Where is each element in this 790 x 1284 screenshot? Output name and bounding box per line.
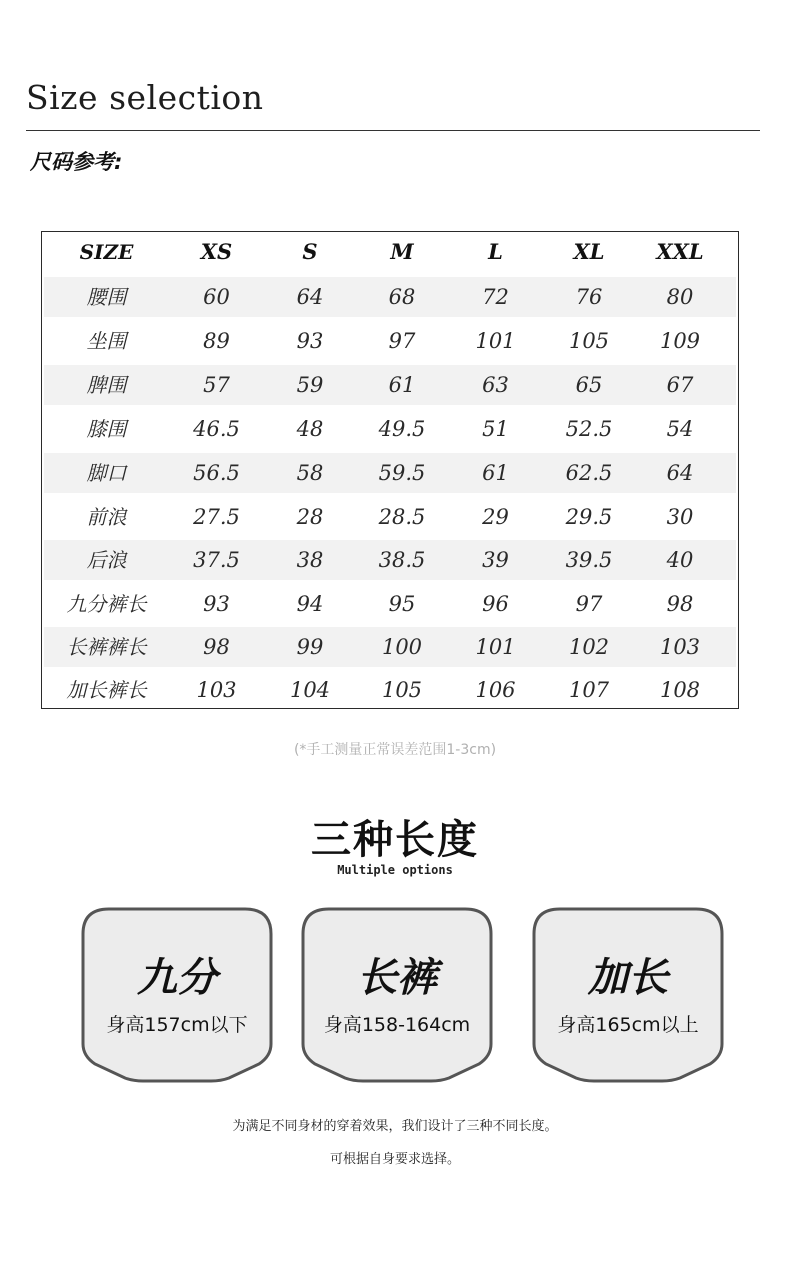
lengths-subtitle: Multiple options <box>337 863 453 877</box>
table-cell: 49.5 <box>378 417 426 441</box>
table-cell: 63 <box>482 373 509 397</box>
table-cell: 89 <box>203 329 230 353</box>
table-header-cell: L <box>488 239 503 264</box>
table-cell: 105 <box>381 678 423 702</box>
table-cell: 108 <box>659 678 701 702</box>
option-height: 身高165cm以上 <box>557 1014 699 1036</box>
option-card-extra-long <box>530 906 726 1084</box>
lengths-title: 三种长度 <box>311 817 479 863</box>
table-cell: 59.5 <box>378 461 426 485</box>
table-cell: 95 <box>388 592 416 616</box>
page-title: Size selection <box>26 78 264 117</box>
table-cell: 38.5 <box>378 548 426 572</box>
option-card-full-length <box>299 906 495 1084</box>
table-cell: 56.5 <box>193 461 240 485</box>
option-name: 长裤 <box>357 955 437 1001</box>
measurement-note: (*手工测量正常误差范围1-3cm) <box>293 742 497 758</box>
table-cell: 54 <box>666 417 694 441</box>
table-cell: 96 <box>482 592 509 616</box>
row-label: 加长裤长 <box>66 678 147 702</box>
table-header-row <box>44 232 736 272</box>
table-row <box>44 409 736 449</box>
row-label: 坐围 <box>86 329 127 353</box>
table-cell: 97 <box>575 592 603 616</box>
row-label: 九分裤长 <box>66 592 147 616</box>
table-cell: 103 <box>196 678 237 702</box>
table-cell: 27.5 <box>193 505 240 529</box>
table-cell: 99 <box>296 635 324 659</box>
row-label: 脾围 <box>86 373 127 397</box>
table-cell: 59 <box>296 373 324 397</box>
table-cell: 62.5 <box>565 461 613 485</box>
table-row <box>44 497 736 537</box>
table-cell: 109 <box>659 329 701 353</box>
option-name: 加长 <box>588 955 668 1001</box>
table-row <box>44 365 736 405</box>
table-row <box>44 321 736 361</box>
row-label: 膝围 <box>86 417 127 441</box>
table-cell: 94 <box>296 592 324 616</box>
table-cell: 60 <box>203 285 230 309</box>
option-name: 九分 <box>137 955 217 1001</box>
table-row <box>44 540 736 580</box>
table-cell: 64 <box>296 285 324 309</box>
table-header-cell: M <box>390 239 414 264</box>
table-cell: 93 <box>203 592 230 616</box>
table-cell: 57 <box>203 373 230 397</box>
table-cell: 28.5 <box>378 505 426 529</box>
table-cell: 38 <box>296 548 324 572</box>
size-reference-heading: 尺码参考: <box>30 150 123 174</box>
table-cell: 76 <box>575 285 603 309</box>
table-cell: 106 <box>475 678 516 702</box>
size-table <box>41 231 739 709</box>
table-cell: 80 <box>666 285 694 309</box>
table-cell: 104 <box>289 678 331 702</box>
table-cell: 107 <box>568 678 610 702</box>
table-cell: 51 <box>482 417 509 441</box>
table-cell: 93 <box>296 329 324 353</box>
table-cell: 48 <box>296 417 324 441</box>
table-header-cell: SIZE <box>79 240 134 264</box>
table-cell: 100 <box>381 635 423 659</box>
table-cell: 97 <box>388 329 416 353</box>
option-height: 身高157cm以下 <box>106 1014 248 1036</box>
table-header-cell: S <box>302 239 318 264</box>
table-row <box>44 453 736 493</box>
table-cell: 61 <box>482 461 509 485</box>
table-cell: 39 <box>482 548 509 572</box>
table-cell: 37.5 <box>193 548 240 572</box>
footer-line-1: 为满足不同身材的穿着效果，我们设计了三种不同长度。 <box>232 1119 558 1134</box>
row-label: 后浪 <box>86 548 127 572</box>
table-cell: 52.5 <box>565 417 613 441</box>
row-label: 腰围 <box>86 285 127 309</box>
table-cell: 65 <box>575 373 603 397</box>
table-row <box>44 584 736 624</box>
table-cell: 102 <box>568 635 610 659</box>
table-cell: 105 <box>568 329 610 353</box>
table-cell: 101 <box>475 635 516 659</box>
table-header-cell: XL <box>573 239 605 264</box>
table-cell: 98 <box>666 592 694 616</box>
table-cell: 67 <box>666 373 694 397</box>
table-cell: 29 <box>482 505 509 529</box>
table-cell: 46.5 <box>193 417 240 441</box>
table-cell: 30 <box>666 505 694 529</box>
table-cell: 101 <box>475 329 516 353</box>
footer-line-2: 可根据自身要求选择。 <box>329 1152 460 1167</box>
table-cell: 103 <box>659 635 701 659</box>
table-header-cell: XS <box>200 239 233 264</box>
row-label: 前浪 <box>86 505 127 529</box>
table-cell: 58 <box>296 461 324 485</box>
table-header-cell: XXL <box>656 239 704 264</box>
table-row <box>44 670 736 710</box>
table-cell: 72 <box>482 285 509 309</box>
table-row <box>44 277 736 317</box>
table-cell: 28 <box>296 505 324 529</box>
option-card-cropped <box>79 906 275 1084</box>
table-cell: 40 <box>666 548 694 572</box>
table-row <box>44 627 736 667</box>
table-cell: 68 <box>388 285 416 309</box>
table-cell: 29.5 <box>565 505 613 529</box>
option-height: 身高158-164cm <box>323 1014 471 1036</box>
table-cell: 64 <box>666 461 694 485</box>
row-label: 脚口 <box>86 461 127 485</box>
table-cell: 61 <box>388 373 416 397</box>
table-cell: 98 <box>203 635 230 659</box>
row-label: 长裤裤长 <box>66 635 147 659</box>
table-cell: 39.5 <box>565 548 613 572</box>
title-divider <box>26 130 760 131</box>
